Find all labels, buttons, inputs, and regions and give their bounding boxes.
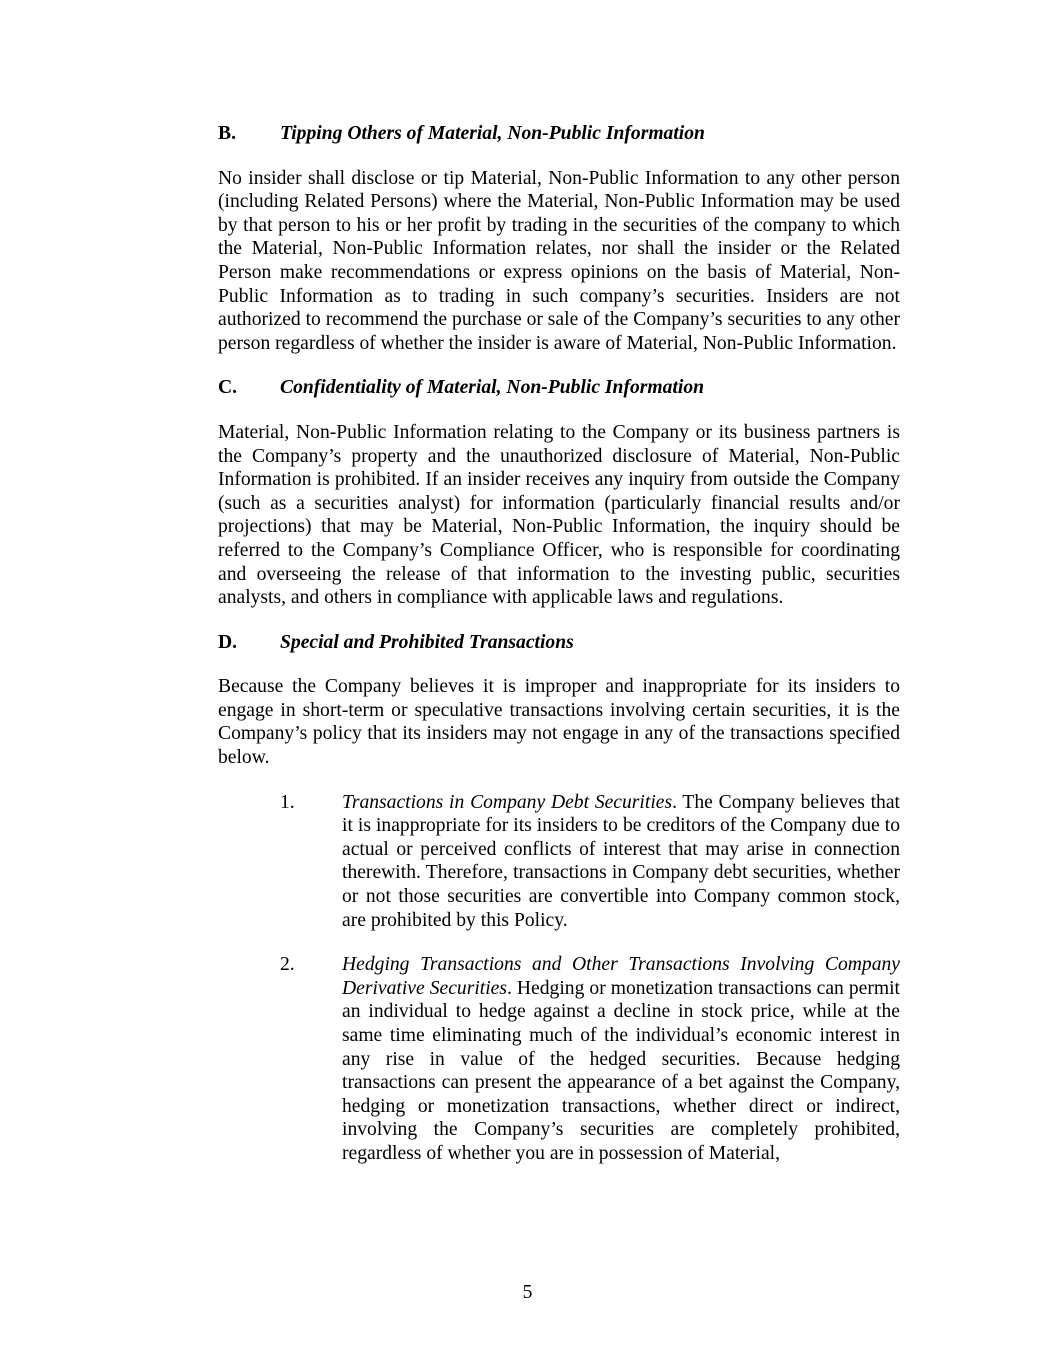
list-item-1-lead: Transactions in Company Debt Securities (342, 791, 673, 813)
section-c-letter: C. (218, 377, 238, 399)
list-item-1 (280, 791, 900, 933)
page-content (218, 122, 900, 1187)
section-b-paragraph: No insider shall disclose or tip Material, Non-Public Information to any other person (including Related Persons) where the Material, Non-Public Information may be used by that person to his or her profit by trading in the securities of the company to which the Material, Non-Public Information relates, nor shall the insider or the Related Person make recommendations or express opinions on the basis of Material, Non-Public Information as to trading in such company’s securities. Insiders are not authorized to recommend the purchase or sale of the Company’s securities to any other person regardless of whether the insider is aware of Material, Non-Public Information. (218, 167, 900, 354)
section-c-title: Confidentiality of Material, Non-Public Information (280, 377, 705, 399)
section-d-letter: D. (218, 631, 238, 653)
list-item-2-lead: Hedging Transactions and Other Transactions Involving Company Derivative Securities (342, 954, 900, 999)
list-item-1-body (342, 791, 900, 933)
section-d-paragraph: Because the Company believes it is improper and inappropriate for its insiders to engage in short-term or speculative transactions involving certain securities, it is the Company’s policy that its insiders may not engage in any of the transactions specified below. (218, 676, 900, 769)
list-item-1-text: . The Company believes that it is inappropriate for its insiders to be creditors of the Company due to actual or perceived conflicts of interest that may arise in connection therewith. Therefore, transactions in Company debt securities, whether or not those securities are convertible into Company common stock, are prohibited by this Policy. (342, 791, 900, 931)
section-b-letter: B. (218, 123, 236, 144)
list-item-2-number: 2. (280, 954, 295, 976)
list-item-1-number: 1. (280, 791, 295, 813)
section-d-heading (218, 631, 900, 655)
section-b-heading (218, 122, 900, 146)
section-b-title: Tipping Others of Material, Non-Public Information (280, 123, 705, 144)
list-item-2-body (342, 953, 900, 1165)
section-d-title: Special and Prohibited Transactions (280, 631, 574, 653)
list-item-2 (280, 953, 900, 1165)
section-c-heading (218, 376, 900, 400)
page-number: 5 (522, 1282, 533, 1303)
list-item-2-text: . Hedging or monetization transactions can permit an individual to hedge against a decline in stock price, while at the same time eliminating much of the individual’s economic interest in any rise in value of the hedged securities. Because hedging transactions can present the appearance of a bet against the Company, hedging or monetization transactions, whether direct or indirect, involving the Company’s securities are completely prohibited, regardless of whether you are in possession of Material, (342, 977, 900, 1164)
section-c-paragraph: Material, Non-Public Information relating to the Company or its business partners is the Company’s property and the unauthorized disclosure of Material, Non-Public Information is prohibited. If an insider receives any inquiry from outside the Company (such as a securities analyst) for information (particularly financial results and/or projections) that may be Material, Non-Public Information, the inquiry should be referred to the Company’s Compliance Officer, who is responsible for coordinating and overseeing the release of that information to the investing public, securities analysts, and others in compliance with applicable laws and regulations. (218, 421, 900, 609)
